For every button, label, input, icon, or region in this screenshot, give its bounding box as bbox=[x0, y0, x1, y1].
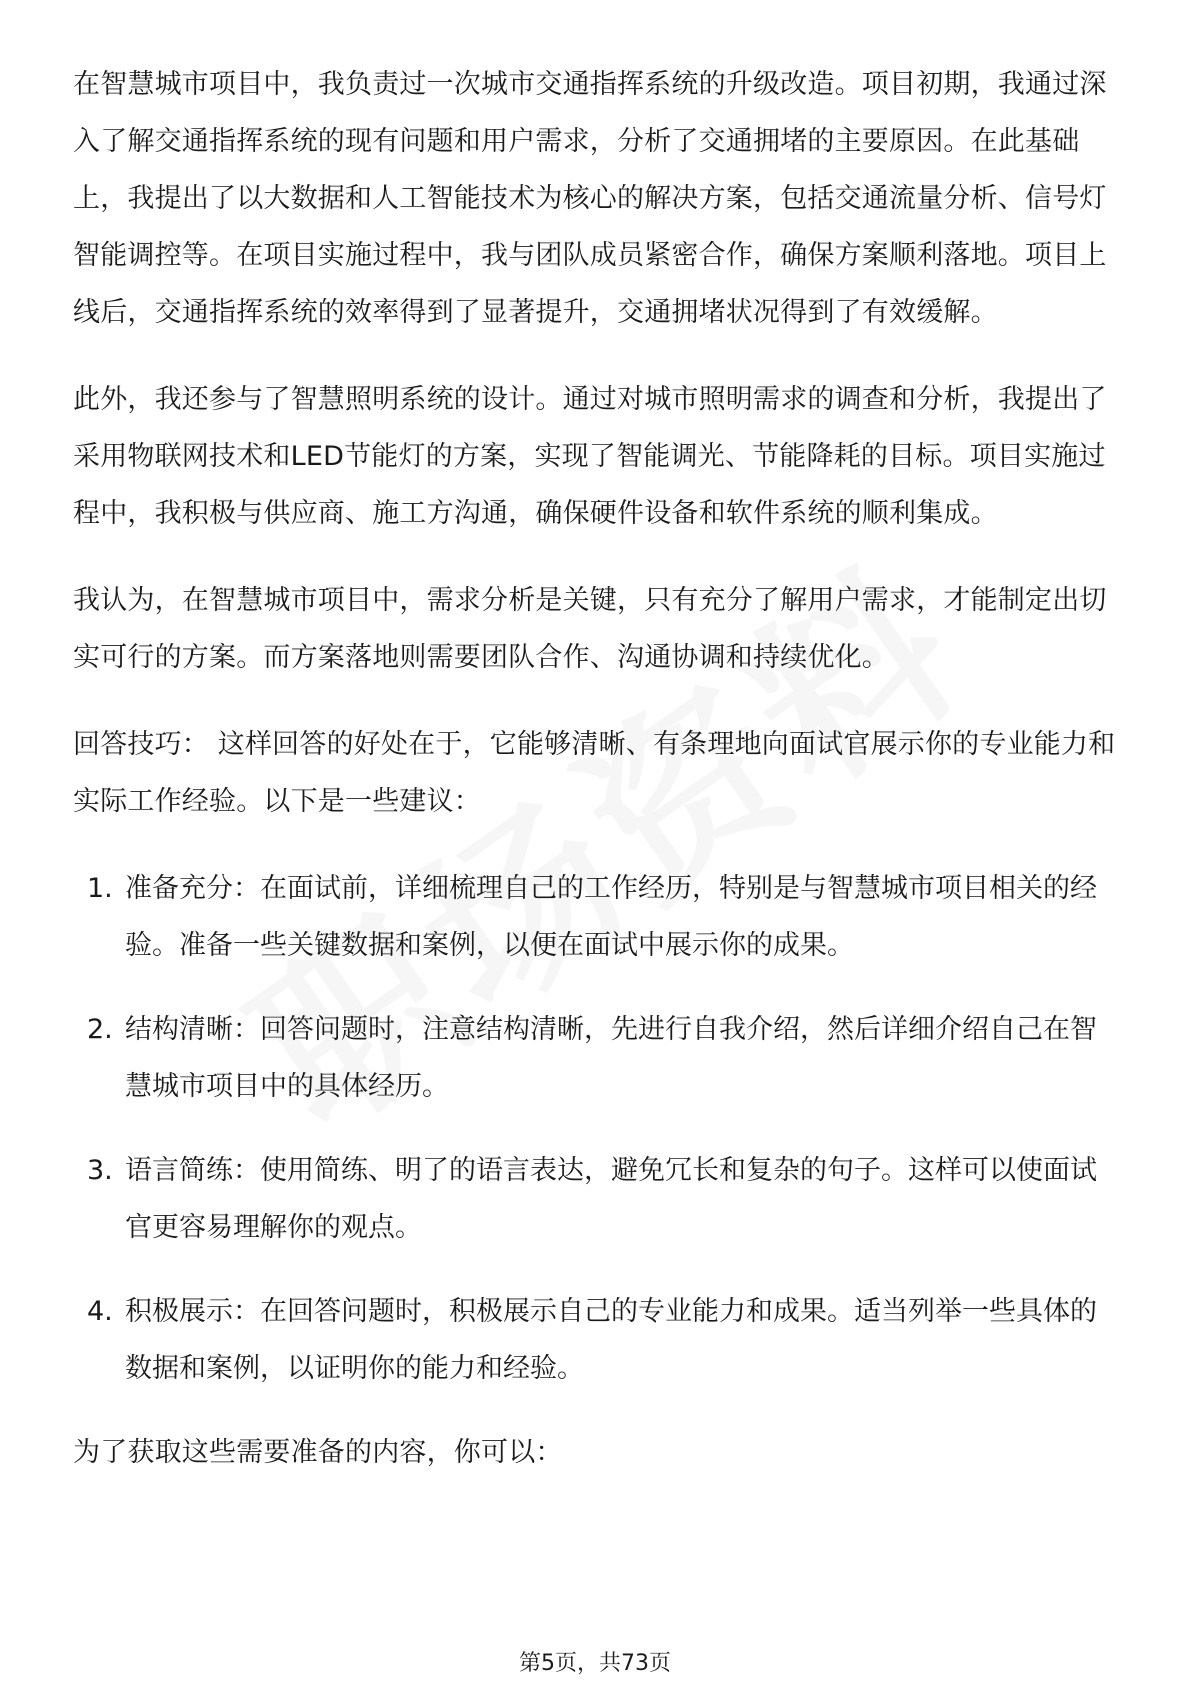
list-number: 4. bbox=[87, 1296, 113, 1327]
list-item bbox=[73, 860, 1123, 974]
list-item bbox=[73, 1142, 1123, 1256]
tips-list bbox=[73, 860, 1123, 1397]
list-text: 语言简练：使用简练、明了的语言表达，避免冗长和复杂的句子。这样可以使面试官更容易理解你的观点。 bbox=[125, 1155, 1097, 1243]
paragraph-closing: 为了获取这些需要准备的内容，你可以： bbox=[73, 1437, 563, 1468]
paragraph-traffic-project: 在智慧城市项目中，我负责过一次城市交通指挥系统的升级改造。项目初期，我通过深入了解交通指挥系统的现有问题和用户需求，分析了交通拥堵的主要原因。在此基础上，我提出了以大数据和人工智能技术为核心的解决方案，包括交通流量分析、信号灯智能调控等。在项目实施过程中，我与团队成员紧密合作，确保方案顺利落地。项目上线后，交通指挥系统的效率得到了显著提升，交通拥堵状况得到了有效缓解。 bbox=[73, 69, 1107, 328]
page-number: 第5页，共73页 bbox=[519, 1651, 671, 1676]
list-number: 3. bbox=[87, 1155, 113, 1186]
paragraph-answer-tips: 回答技巧： 这样回答的好处在于，它能够清晰、有条理地向面试官展示你的专业能力和实际工作经验。以下是一些建议： bbox=[73, 729, 1116, 817]
document-body bbox=[73, 56, 1123, 1511]
list-text: 准备充分：在面试前，详细梳理自己的工作经历，特别是与智慧城市项目相关的经验。准备一些关键数据和案例，以便在面试中展示你的成果。 bbox=[125, 873, 1097, 961]
list-text: 结构清晰：回答问题时，注意结构清晰，先进行自我介绍，然后详细介绍自己在智慧城市项目中的具体经历。 bbox=[125, 1014, 1097, 1102]
list-item bbox=[73, 1283, 1123, 1397]
list-item bbox=[73, 1001, 1123, 1115]
paragraph-opinion: 我认为，在智慧城市项目中，需求分析是关键，只有充分了解用户需求，才能制定出切实可行的方案。而方案落地则需要团队合作、沟通协调和持续优化。 bbox=[73, 585, 1107, 673]
paragraph-lighting-project: 此外，我还参与了智慧照明系统的设计。通过对城市照明需求的调查和分析，我提出了采用物联网技术和LED节能灯的方案，实现了智能调光、节能降耗的目标。项目实施过程中，我积极与供应商、施工方沟通，确保硬件设备和软件系统的顺利集成。 bbox=[73, 384, 1107, 529]
list-number: 1. bbox=[87, 873, 113, 904]
list-text: 积极展示：在回答问题时，积极展示自己的专业能力和成果。适当列举一些具体的数据和案例，以证明你的能力和经验。 bbox=[125, 1296, 1097, 1384]
list-number: 2. bbox=[87, 1014, 113, 1045]
